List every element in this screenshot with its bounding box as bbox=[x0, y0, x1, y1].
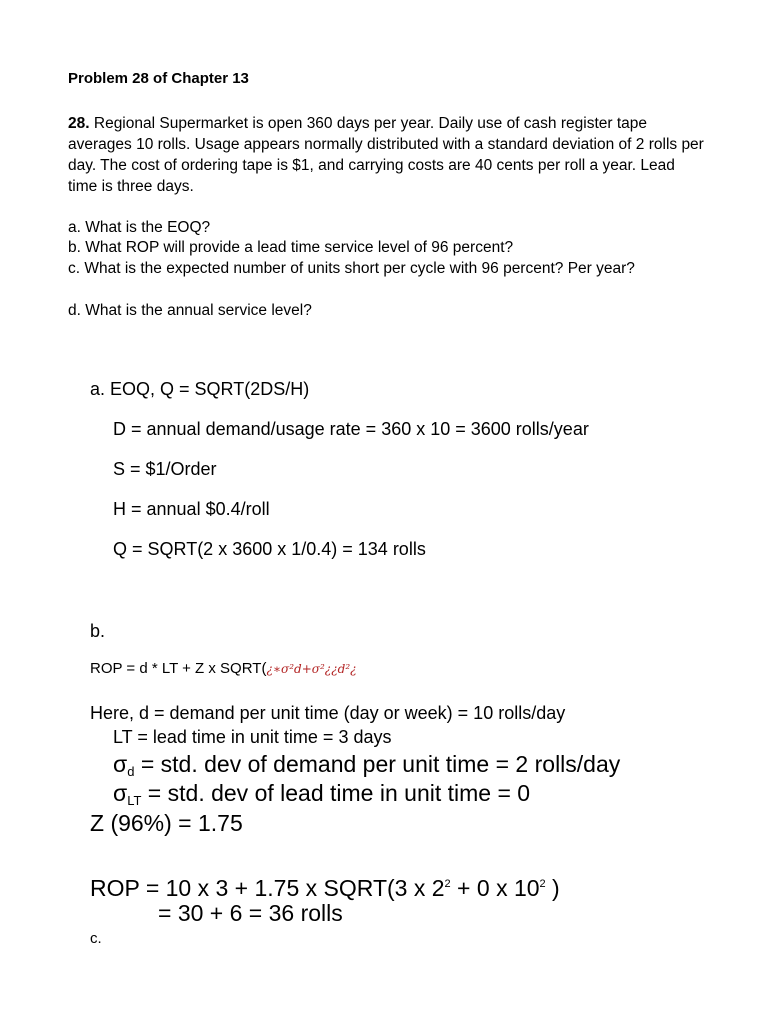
problem-statement bbox=[68, 113, 708, 197]
question-d: d. What is the annual service level? bbox=[68, 302, 312, 319]
solution-a-line-setup: S = $1/Order bbox=[113, 459, 217, 479]
sigma-lt-subscript: LT bbox=[127, 793, 142, 808]
problem-number: 28. bbox=[68, 115, 90, 132]
rop-calc-part-2: + 0 x 10 bbox=[450, 875, 540, 901]
rop-formula bbox=[90, 660, 357, 677]
question-b: b. What ROP will provide a lead time service level of 96 percent? bbox=[68, 239, 514, 256]
question-a: a. What is the EOQ? bbox=[68, 219, 211, 236]
rop-calculation bbox=[90, 870, 560, 902]
solution-a-line-holding: H = annual $0.4/roll bbox=[113, 499, 270, 519]
problem-text: Regional Supermarket is open 360 days per year. Daily use of cash register tape averages 10 rolls. Usage appears normally distributed with a standard deviation of 2 rolls per day. The cost of ordering tape is $1, and carrying costs are 40 cents per roll a year. Lead time is three days. bbox=[68, 115, 704, 195]
rop-calc-part-3: ) bbox=[545, 875, 560, 901]
rop-result: = 30 + 6 = 36 rolls bbox=[158, 900, 343, 926]
sigma-d-subscript: d bbox=[127, 764, 135, 779]
sigma-symbol: σ bbox=[113, 751, 128, 777]
rop-formula-symbols: ¿∗σ²d+σ²¿¿d²¿ bbox=[266, 662, 357, 676]
rop-calc-exponent-1: 2 bbox=[444, 878, 451, 890]
solution-a-line-eoq: Q = SQRT(2 x 3600 x 1/0.4) = 134 rolls bbox=[113, 539, 426, 559]
rop-calc-exponent-2: 2 bbox=[539, 878, 546, 890]
rop-formula-prefix: ROP = d * LT + Z x SQRT( bbox=[90, 660, 267, 677]
sigma-d-text: = std. dev of demand per unit time = 2 rolls/day bbox=[134, 751, 621, 777]
z-value-line: Z (96%) = 1.75 bbox=[90, 810, 243, 836]
lead-time-line: LT = lead time in unit time = 3 days bbox=[113, 727, 392, 747]
sigma-symbol: σ bbox=[113, 780, 128, 806]
solution-c-heading: c. bbox=[90, 930, 102, 947]
sigma-lt-text: = std. dev of lead time in unit time = 0 bbox=[141, 780, 531, 806]
here-line: Here, d = demand per unit time (day or week) = 10 rolls/day bbox=[90, 703, 566, 723]
question-c: c. What is the expected number of units short per cycle with 96 percent? Per year? bbox=[68, 260, 635, 277]
solution-a-line-demand: D = annual demand/usage rate = 360 x 10 = 3600 rolls/year bbox=[113, 419, 589, 439]
page-title: Problem 28 of Chapter 13 bbox=[68, 70, 249, 87]
solution-b-heading: b. bbox=[90, 621, 106, 641]
rop-calc-part-1: ROP = 10 x 3 + 1.75 x SQRT(3 x 2 bbox=[90, 875, 445, 901]
solution-a-heading: a. EOQ, Q = SQRT(2DS/H) bbox=[90, 379, 310, 399]
